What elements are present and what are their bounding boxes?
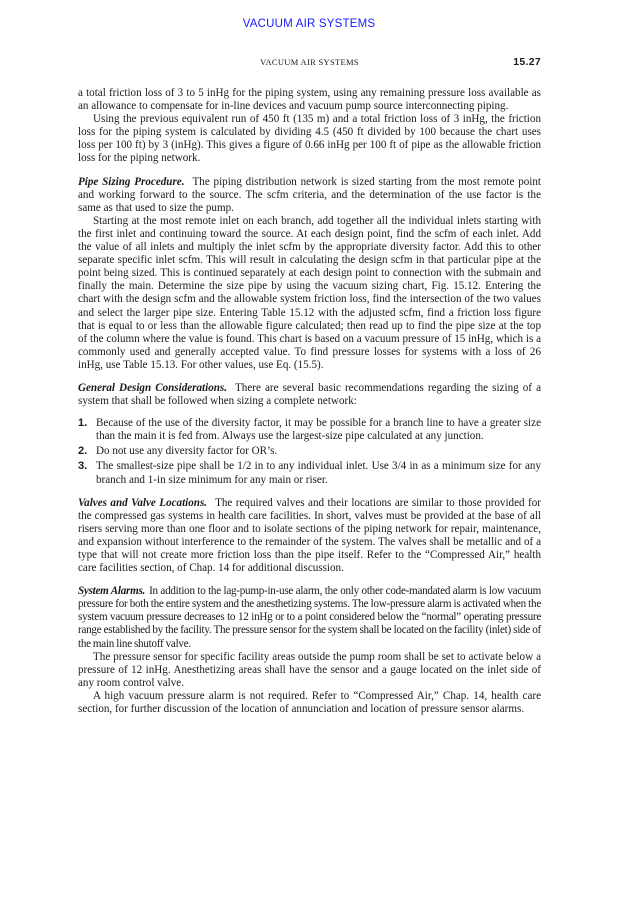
paragraph-equivalent-run: Using the previous equivalent run of 450 ft (135 m) and a total friction loss of 3 inHg, the friction loss for the piping system is calculated by dividing 4.5 (450 ft divided by 100 because the chart uses loss per 100 ft) by 3 (inHg). This gives a figure of 0.66 inHg per 100 ft of pipe as the allowable friction loss for the piping network.: [78, 113, 541, 165]
running-head: [78, 56, 541, 70]
section-heading-pipe-sizing: Pipe Sizing Procedure.: [78, 175, 185, 188]
page-number: 15.27: [513, 56, 541, 68]
paragraph-pressure-sensor: The pressure sensor for specific facility areas outside the pump room shall be set to activate below a pressure of 12 inHg. Anesthetizing areas shall have the sensor and a gauge located on the inlet side of any room control valve.: [78, 650, 541, 689]
list-item: [78, 417, 541, 443]
paragraph-sizing-steps: Starting at the most remote inlet on each branch, add together all the individual inlets starting with the first inlet and continuing toward the source. At each design point, find the scfm of each inlet. Add the value of all inlets and multiply the inlet scfm by the appropriate diversity factor. Add this to other separate specific inlet scfm. This will result in calculating the design scfm in that particular pipe at the point being sized. This is continued separately at each design point to connection with the submain and finally the main. Determine the size pipe by using the vacuum sizing chart, Fig. 15.12. Entering the chart with the design scfm and the allowable system friction loss, find the intersection of the two values and select the larger pipe size. Entering Table 15.12 with the adjusted scfm, find a friction loss figure that is equal to or less than the allowable figure calculated; then read up to find the pipe size at the top of the column where the value is found. This chart is based on a vacuum pressure of 15 inHg, which is a commonly used and generally accepted value. To find pressure losses for systems with a loss of 26 inHg, use Table 15.13. For other values, use Eq. (15.5).: [78, 214, 541, 371]
list-item-text: Because of the use of the diversity factor, it may be possible for a branch line to have a greater size than the main it is fed from. Always use the largest-size pipe calculated at any junction.: [96, 417, 541, 443]
section-text-valves: The required valves and their locations are similar to those provided for the compressed gas systems in health care facilities. In short, valves must be provided at the base of all risers serving more than one floor and to isolate sections of the piping network for repair, maintenance, and expansion without interference to the remainder of the system. The valves shall be metallic and of a type that will not create more friction loss than the pipe itself. Refer to the “Compressed Air,” health care facilities section, of Chap. 14 for additional discussion.: [78, 496, 541, 575]
list-item-number: 3.: [78, 460, 88, 473]
section-heading-system-alarms: System Alarms.: [78, 585, 146, 598]
section-system-alarms: [78, 585, 541, 650]
section-heading-general-design: General Design Considerations.: [78, 381, 228, 394]
section-pipe-sizing: [78, 176, 541, 215]
section-text-system-alarms: In addition to the lag-pump-in-use alarm, the only other code-mandated alarm is low vacuum pressure for both the entire system and the anesthetizing systems. The low-pressure alarm is activated when the system vacuum pressure decreases to 12 inHg or to a point considered below the “normal” operating pressure range established by the facility. The pressure sensor for the system shall be located on the facility (inlet) side of the main line shutoff valve.: [78, 585, 541, 650]
section-text-general-design: There are several basic recommendations regarding the sizing of a system that shall be followed when sizing a complete network:: [78, 381, 541, 408]
design-recommendations-list: [78, 417, 541, 486]
list-item-number: 2.: [78, 445, 88, 458]
list-item-text: Do not use any diversity factor for OR’s.: [96, 445, 278, 458]
section-valves: [78, 497, 541, 576]
section-general-design: [78, 382, 541, 408]
paragraph-friction-loss: a total friction loss of 3 to 5 inHg for the piping system, using any remaining pressure loss available as an allowance to compensate for in-line devices and vacuum pump source interconnecting piping.: [78, 87, 541, 113]
paragraph-high-vacuum-alarm: A high vacuum pressure alarm is not required. Refer to “Compressed Air,” Chap. 14, health care section, for further discussion of the location of annunciation and location of pressure sensor alarms.: [78, 689, 541, 716]
section-heading-valves: Valves and Valve Locations.: [78, 496, 208, 509]
list-item-text: The smallest-size pipe shall be 1/2 in to any individual inlet. Use 3/4 in as a minimum size for any branch and 1-in size minimum for any main or riser.: [96, 460, 541, 486]
list-item: [78, 445, 541, 458]
list-item-number: 1.: [78, 417, 88, 430]
document-banner: VACUUM AIR SYSTEMS: [242, 18, 376, 30]
running-head-title: VACUUM AIR SYSTEMS: [260, 57, 359, 67]
list-item: [78, 460, 541, 486]
page-body: [78, 87, 541, 716]
section-text-pipe-sizing: The piping distribution network is sized starting from the most remote point and working forward to the source. The scfm criteria, and the determination of the use factor is the same as that used to size the pump.: [78, 175, 542, 214]
